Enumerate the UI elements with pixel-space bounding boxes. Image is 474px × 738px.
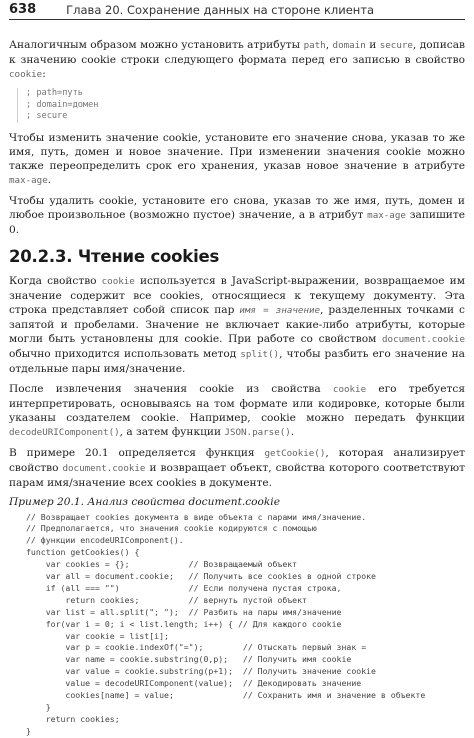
inline-code: JSON.parse() <box>224 426 291 438</box>
inline-code: cookie <box>332 383 367 395</box>
code-line: var all = document.cookie; // Получить все cookies в одной строке <box>26 571 376 582</box>
snippet-line: ; domain=домен <box>26 99 99 110</box>
inline-code: path <box>303 40 326 51</box>
text: , которая анализирует свойство <box>9 446 465 474</box>
text: Аналогичным образом можно установить атрибуты <box>9 39 304 51</box>
paragraph-example-intro <box>9 446 465 490</box>
code-line: return cookies; <box>26 713 120 724</box>
attribute-snippet <box>17 88 465 123</box>
running-title: Глава 20. Сохранение данных на стороне клиента <box>66 2 375 17</box>
paragraph-attributes <box>9 38 465 82</box>
paragraph-delete-cookie <box>9 194 465 237</box>
text: и <box>365 39 380 51</box>
page-header <box>9 0 465 20</box>
text: После извлечения значения cookie из свойства <box>9 382 333 395</box>
inline-code: имя = значение <box>239 304 321 316</box>
code-line: // функции encodeURIComponent(). <box>26 535 184 546</box>
inline-code: domain <box>332 40 366 51</box>
text: . <box>47 173 52 186</box>
text: , разделенных точками с запятой и пробелами. Значение не включает какие-либо атрибуты, которые могли быть установлены для cookie. При работе со свойством <box>9 303 465 345</box>
paragraph-change-cookie <box>9 131 465 188</box>
code-line: // Возвращает cookies документа в виде объекта с парами имя/значение. <box>26 511 367 522</box>
text: его требуется интерпретировать, основываясь на том формате или кодировке, которые были указаны создателем cookie. Например, cookie можно передать функции <box>9 382 466 424</box>
text: используется в JavaScript-выражении, возвращаемое им значение содержит все cookies, относящиеся к текущему документу. Эта строка представляет собой список пар <box>9 274 465 316</box>
paragraph-interpret-cookie <box>9 382 465 440</box>
text: , а затем функции <box>119 425 225 438</box>
code-line: for(var i = 0; i < list.length; i++) { // Для каждого cookie <box>26 618 342 629</box>
text: , чтобы разбить его значение на отдельные пары имя/значение. <box>9 347 465 375</box>
text: обычно приходится использовать метод <box>9 347 241 360</box>
code-line: if (all === "") // Если получена пустая строка, <box>26 582 342 593</box>
snippet-line: ; path=путь <box>26 88 83 98</box>
snippet-line: ; secure <box>26 111 68 121</box>
code-line: var cookie = list[i]; <box>26 630 169 641</box>
example-caption: Пример 20.1. Анализ свойства document.cookie <box>9 495 280 508</box>
code-line: return cookies; // вернуть пустой объект <box>26 594 307 605</box>
text: : <box>42 68 46 80</box>
text: В примере 20.1 определяется функция <box>9 446 265 459</box>
text: , <box>325 39 333 51</box>
page-number: 638 <box>9 2 37 17</box>
code-line: var p = cookie.indexOf("="); // Отыскать первый знак = <box>26 642 367 653</box>
text: Чтобы изменить значение cookie, установите его значение снова, указав то же имя, путь, домен и новое значение. При изменении значения cookie можно также переопределить срок его хранения, указав новое значение в атрибуте <box>9 131 465 172</box>
inline-code: max-age <box>9 174 48 186</box>
inline-code: document.cookie <box>62 462 146 474</box>
text: и возвращает объект, свойства которого соответствуют парам имя/значение всех cookies в документе. <box>9 461 466 489</box>
inline-code: max-age <box>367 209 406 221</box>
code-line: var cookies = {}; // Возвращаемый объект <box>26 559 298 570</box>
inline-code: cookie <box>101 275 135 287</box>
inline-code: getCookie() <box>264 447 326 459</box>
text: . <box>290 425 295 438</box>
code-line: } <box>26 702 51 712</box>
inline-code: secure <box>379 40 413 51</box>
inline-code: split() <box>240 348 280 360</box>
code-line: cookies[name] = value; // Сохранить имя и значение в объекте <box>26 690 426 701</box>
code-line: var name = cookie.substring(0,p); // Получить имя cookie <box>26 654 352 665</box>
text: , дописав к значению cookie строки следующего формата перед его записью в свойство <box>9 39 465 66</box>
paragraph-read-cookies <box>9 274 465 376</box>
code-line: function getCookies() { <box>26 547 140 558</box>
section-heading: 20.2.3. Чтение cookies <box>9 246 220 266</box>
text: запишите 0. <box>9 208 465 236</box>
code-line: var value = cookie.substring(p+1); // Получить значение cookie <box>26 666 376 677</box>
code-line: } <box>26 725 31 736</box>
text: Чтобы удалить cookie, установите его снова, указав то же имя, путь, домен и любое произвольное (возможно пустое) значение, а в атрибут <box>9 194 465 221</box>
code-line: // Предполагается, что значения cookie кодируются с помощью <box>26 523 317 534</box>
inline-code: document.cookie <box>382 333 465 345</box>
code-line: value = decodeURIComponent(value); // Декодировать значение <box>26 678 362 689</box>
inline-code: cookie <box>9 69 43 80</box>
code-listing <box>26 512 465 738</box>
inline-code: decodeURIComponent() <box>9 426 120 438</box>
text: Когда свойство <box>9 274 102 287</box>
code-line: var list = all.split("; "); // Разбить на пары имя/значение <box>26 606 342 617</box>
